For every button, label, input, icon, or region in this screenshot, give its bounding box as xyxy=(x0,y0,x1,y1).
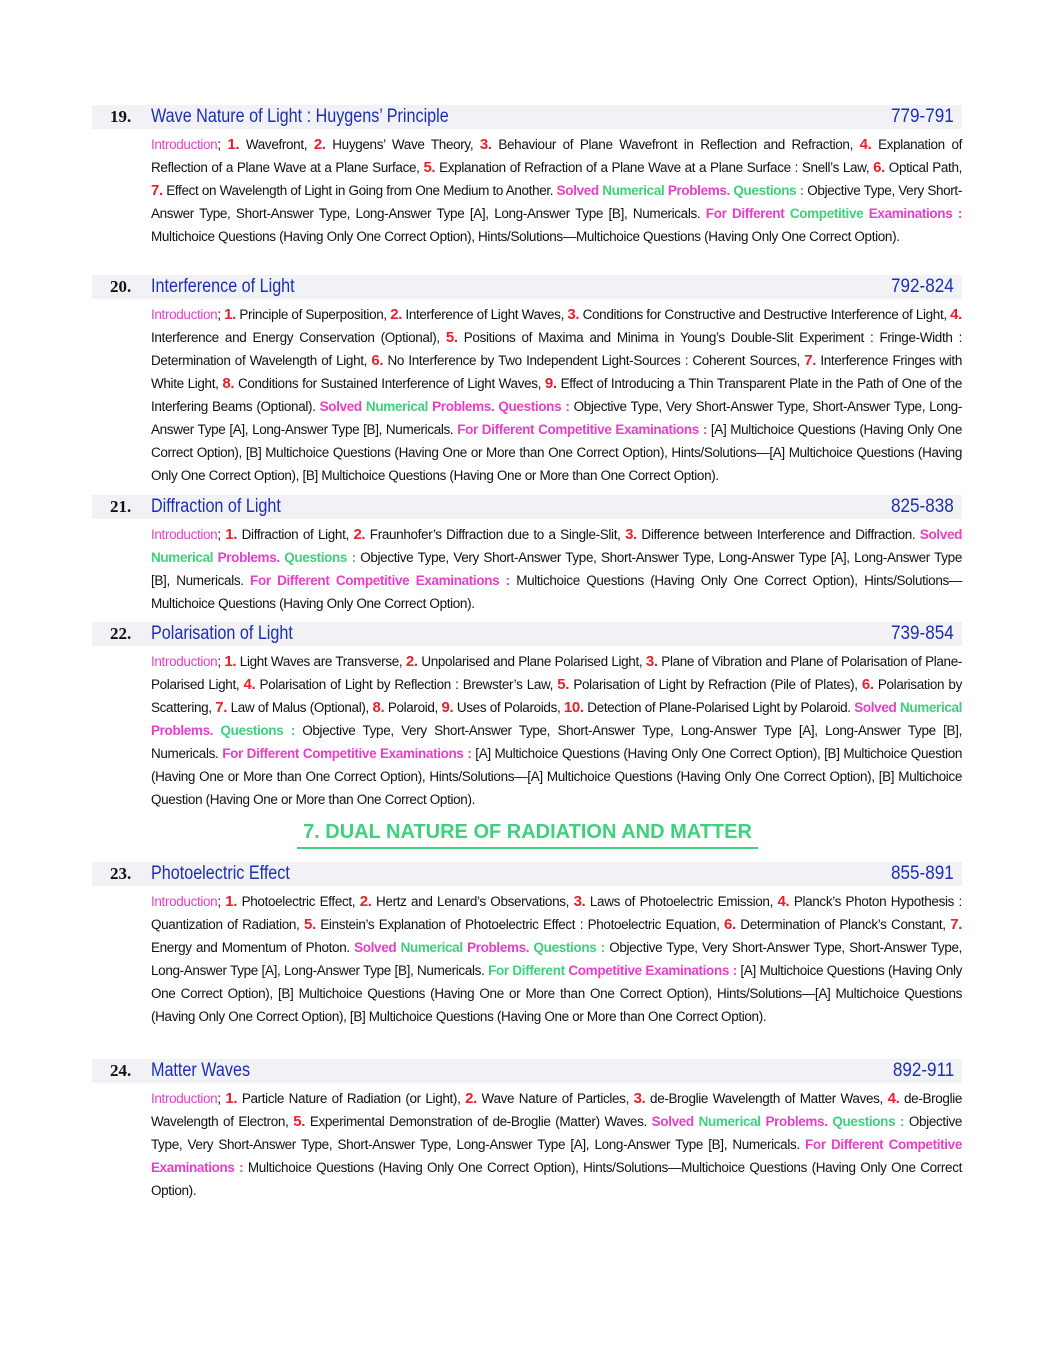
topic-number: 6. xyxy=(371,352,384,369)
chapter-24 xyxy=(92,1059,962,1202)
section-heading: 7. DUAL NATURE OF RADIATION AND MATTER xyxy=(297,819,758,849)
questions-label: Questions : xyxy=(733,183,804,198)
topic-number: 7. xyxy=(151,182,163,199)
topic-text: Einstein’s Explanation of Photoelectric Effect : Photoelectric Equation, xyxy=(320,917,720,932)
chapter-23 xyxy=(92,862,962,1028)
questions-label: Questions : xyxy=(832,1114,905,1129)
topic-number: 10. xyxy=(563,699,584,716)
competitive-label: Competitive xyxy=(335,573,410,588)
topic-number: 7. xyxy=(804,352,817,369)
chapter-title[interactable]: Interference of Light xyxy=(151,276,295,297)
problems-label: Problems. xyxy=(667,183,730,198)
examinations-text: Multichoice Questions (Having Only One Correct Option), Hints/Solutions—Multichoice Questions (Having Only One Correct Option). xyxy=(151,1160,963,1198)
chapter-19 xyxy=(92,105,962,248)
topic-text: Unpolarised and Plane Polarised Light, xyxy=(421,654,643,669)
chapter-number: 24. xyxy=(110,1061,132,1080)
questions-text: Objective Type, Very Short-Answer Type, Short-Answer Type, Long-Answer Type [A], Long-Answer Type [B], Numericals. xyxy=(151,723,962,761)
examinations-text: [A] Multichoice Questions (Having Only One Correct Option), [B] Multichoice Question (Having One or More than One Correct Option), Hints/Solutions—[A] Multichoice Questions (Having Only One Correct Option), [B] Multichoice Question (Having One or More than One Correct Option). xyxy=(151,746,963,807)
topic-number: 3. xyxy=(573,893,586,910)
examinations-text: [A] Multichoice Questions (Having Only One Correct Option), [B] Multichoice Questions (Having One or More than One Correct Option), Hints/Solutions—[A] Multichoice Questions (Having Only One Correct Option), [B] Multichoice Questions (Having One or More than One Correct Option). xyxy=(151,422,962,483)
topic-text: Plane of Vibration and Plane of Polarisation of Plane-Polarised Light, xyxy=(151,654,963,692)
topic-text: Explanation of Reflection of a Plane Wave at a Plane Surface, xyxy=(151,137,963,175)
topic-text: Determination of Planck’s Constant, xyxy=(740,917,946,932)
topic-number: 5. xyxy=(445,329,458,346)
topic-number: 2. xyxy=(390,306,403,323)
for-different-label: For Different xyxy=(705,206,785,221)
chapter-header xyxy=(92,622,962,646)
competitive-label: Competitive xyxy=(538,422,612,437)
topic-text: Conditions for Sustained Interference of Light Waves, xyxy=(237,376,542,391)
topic-text: Difference between Interference and Diffraction. xyxy=(641,527,916,542)
chapter-number: 23. xyxy=(110,864,132,883)
for-different-label: For Different xyxy=(250,573,330,588)
chapter-title[interactable]: Diffraction of Light xyxy=(151,496,281,517)
examinations-label: Examinations : xyxy=(151,1160,244,1175)
chapter-title[interactable]: Photoelectric Effect xyxy=(151,863,290,884)
chapter-header xyxy=(92,1059,962,1083)
examinations-text: Multichoice Questions (Having Only One Correct Option), Hints/Solutions—Multichoice Questions (Having Only One Correct Option). xyxy=(151,573,963,611)
for-different-label: For Different xyxy=(222,746,300,761)
topic-number: 6. xyxy=(723,916,736,933)
problems-label: Problems. xyxy=(467,940,530,955)
topic-text: Polarisation of Light by Reflection : Brewster’s Law, xyxy=(259,677,554,692)
chapter-number: 21. xyxy=(110,497,132,516)
competitive-label: Competitive xyxy=(568,963,642,978)
topic-number: 1. xyxy=(225,893,238,910)
topic-number: 6. xyxy=(873,159,885,176)
chapter-pages: 792-824 xyxy=(891,276,954,297)
examinations-label: Examinations : xyxy=(615,422,707,437)
topic-text: Interference and Energy Conservation (Optional), xyxy=(151,330,440,345)
chapter-header xyxy=(92,275,962,299)
topic-text: Polarisation of Light by Refraction (Pile of Plates), xyxy=(573,677,858,692)
numerical-label: Numerical xyxy=(698,1114,761,1129)
topic-text: Energy and Momentum of Photon. xyxy=(151,940,350,955)
topic-text: Fraunhofer’s Diffraction due to a Single-Slit, xyxy=(369,527,621,542)
introduction-label: Introduction xyxy=(151,654,218,669)
topic-number: 2. xyxy=(353,526,366,543)
questions-text: Objective Type, Very Short-Answer Type, Short-Answer Type, Long-Answer Type [A], Long-Answer Type [B], Numericals. xyxy=(151,399,962,437)
for-different-label: For Different xyxy=(457,422,535,437)
topic-number: 3. xyxy=(479,136,492,153)
chapter-20 xyxy=(92,275,962,487)
topic-text: Planck’s Photon Hypothesis : Quantization of Radiation, xyxy=(151,894,962,932)
topic-text: Huygens’ Wave Theory, xyxy=(332,137,474,152)
topic-text: Optical Path, xyxy=(888,160,963,175)
competitive-label: Competitive xyxy=(789,206,864,221)
topic-number: 1. xyxy=(224,306,236,323)
topic-text: Effect of Introducing a Thin Transparent Plate in the Path of One of the Interfering Beams (Optional). xyxy=(151,376,963,414)
topic-text: Interference Fringes with White Light, xyxy=(151,353,962,391)
topic-number: 3. xyxy=(567,306,580,323)
topic-number: 1. xyxy=(227,136,240,153)
chapter-22 xyxy=(92,622,962,811)
competitive-label: Competitive xyxy=(302,746,377,761)
introduction-label: Introduction xyxy=(151,137,218,152)
solved-label: Solved xyxy=(919,527,963,542)
competitive-label: Competitive xyxy=(888,1137,962,1152)
examinations-label: Examinations : xyxy=(868,206,963,221)
topic-number: 5. xyxy=(423,159,436,176)
chapter-contents: Introduction; 1. Wavefront, 2. Huygens’ Wave Theory, 3. Behaviour of Plane Wavefront in Reflection and Refraction, 4. Explanation of Reflection of a Plane Wave at a Plane Surface, 5. Explanation of Refraction of a Plane Wave at a Plane Surface : Snell’s Law, 6. Optical Path, 7. Effect on Wavelength of Light in Going from One Medium to Another. Solved Numerical Problems. Questions : Objective Type, Very Short-Answer Type, Short-Answer Type, Long-Answer Type [A], Long-Answer Type [B], Numericals. For Different Competitive Examinations : Multichoice Questions (Having Only One Correct Option), Hints/Solutions—Multichoice Questions (Having Only One Correct Option). xyxy=(151,136,963,244)
topic-number: 7. xyxy=(215,699,228,716)
chapter-number: 22. xyxy=(110,624,132,643)
topic-number: 4. xyxy=(777,893,790,910)
topic-text: de-Broglie Wavelength of Electron, xyxy=(151,1091,963,1129)
questions-label: Questions : xyxy=(220,723,295,738)
topic-number: 8. xyxy=(372,699,385,716)
topic-text: No Interference by Two Independent Light-Sources : Coherent Sources, xyxy=(387,353,800,368)
topic-text: de-Broglie Wavelength of Matter Waves, xyxy=(650,1091,883,1106)
topic-text: Positions of Maxima and Minima in Young’s Double-Slit Experiment : Fringe-Width : Determination of Wavelength of Light, xyxy=(151,330,962,368)
chapter-pages: 855-891 xyxy=(891,863,954,884)
examinations-text: Multichoice Questions (Having Only One Correct Option), Hints/Solutions—Multichoice Questions (Having Only One Correct Option). xyxy=(151,229,900,244)
for-different-label: For Different xyxy=(805,1137,884,1152)
topic-number: 3. xyxy=(645,653,658,670)
chapter-contents: Introduction; 1. Diffraction of Light, 2. Fraunhofer’s Diffraction due to a Single-Slit, 3. Difference between Interference and Diffraction. Solved Numerical Problems. Questions : Objective Type, Very Short-Answer Type, Short-Answer Type, Long-Answer Type [A], Long-Answer Type [B], Numericals. For Different Competitive Examinations : Multichoice Questions (Having Only One Correct Option), Hints/Solutions—Multichoice Questions (Having Only One Correct Option). xyxy=(151,526,963,611)
chapter-header xyxy=(92,105,962,129)
problems-label: Problems. xyxy=(151,723,214,738)
chapter-number: 20. xyxy=(110,277,132,296)
topic-text: Uses of Polaroids, xyxy=(456,700,561,715)
questions-text: Objective Type, Very Short-Answer Type, Short-Answer Type, Long-Answer Type [A], Long-Answer Type [B], Numericals. xyxy=(151,1114,963,1152)
chapter-pages: 825-838 xyxy=(891,496,954,517)
examinations-label: Examinations : xyxy=(645,963,737,978)
chapter-header xyxy=(92,495,962,519)
introduction-label: Introduction xyxy=(151,894,218,909)
solved-label: Solved xyxy=(854,700,897,715)
questions-label: Questions : xyxy=(284,550,356,565)
topic-text: Light Waves are Transverse, xyxy=(239,654,403,669)
topic-number: 9. xyxy=(544,375,557,392)
numerical-label: Numerical xyxy=(899,700,963,715)
topic-text: Interference of Light Waves, xyxy=(405,307,564,322)
topic-text: Diffraction of Light, xyxy=(241,527,349,542)
chapter-title[interactable]: Polarisation of Light xyxy=(151,623,293,644)
examinations-label: Examinations : xyxy=(415,573,510,588)
chapter-pages: 892-911 xyxy=(892,1060,954,1081)
topic-number: 6. xyxy=(861,676,874,693)
chapter-contents: Introduction; 1. Particle Nature of Radiation (or Light), 2. Wave Nature of Particles, 3. de-Broglie Wavelength of Matter Waves, 4. de-Broglie Wavelength of Electron, 5. Experimental Demonstration of de-Broglie (Matter) Waves. Solved Numerical Problems. Questions : Objective Type, Very Short-Answer Type, Short-Answer Type, Long-Answer Type [A], Long-Answer Type [B], Numericals. For Different Competitive Examinations : Multichoice Questions (Having Only One Correct Option), Hints/Solutions—Multichoice Questions (Having Only One Correct Option). xyxy=(151,1090,963,1198)
topic-number: 5. xyxy=(557,676,570,693)
topic-number: 2. xyxy=(359,893,372,910)
topic-number: 1. xyxy=(224,653,237,670)
introduction-label: Introduction xyxy=(151,527,218,542)
introduction-label: Introduction xyxy=(151,1091,218,1106)
for-different-label: For Different xyxy=(488,963,565,978)
topic-text: Experimental Demonstration of de-Broglie (Matter) Waves. xyxy=(309,1114,647,1129)
topic-number: 2. xyxy=(405,653,418,670)
topic-text: Polarisation by Scattering, xyxy=(151,677,962,715)
chapter-header xyxy=(92,862,962,886)
chapter-pages: 779-791 xyxy=(891,106,954,127)
topic-text: Explanation of Refraction of a Plane Wave at a Plane Surface : Snell’s Law, xyxy=(439,160,870,175)
examinations-text: [A] Multichoice Questions (Having Only One Correct Option), [B] Multichoice Questions (Having One or More than One Correct Option), Hints/Solutions—[A] Multichoice Questions (Having Only One Correct Option), [B] Multichoice Questions (Having One or More than One Correct Option). xyxy=(151,963,963,1024)
chapter-pages: 739-854 xyxy=(891,623,954,644)
solved-label: Solved xyxy=(354,940,397,955)
topic-number: 5. xyxy=(293,1113,306,1130)
topic-text: Law of Malus (Optional), xyxy=(230,700,369,715)
solved-label: Solved xyxy=(556,183,599,198)
numerical-label: Numerical xyxy=(602,183,665,198)
topic-number: 1. xyxy=(225,526,238,543)
topic-text: Conditions for Constructive and Destructive Interference of Light, xyxy=(582,307,947,322)
questions-text: Objective Type, Very Short-Answer Type, Short-Answer Type, Long-Answer Type [A], Long-Answer Type [B], Numericals. xyxy=(151,183,962,221)
solved-label: Solved xyxy=(651,1114,694,1129)
chapter-title[interactable]: Wave Nature of Light : Huygens’ Principle xyxy=(151,106,449,127)
questions-text: Objective Type, Very Short-Answer Type, Short-Answer Type, Long-Answer Type [A], Long-Answer Type [B], Numericals. xyxy=(151,940,963,978)
topic-text: Detection of Plane-Polarised Light by Polaroid. xyxy=(587,700,851,715)
questions-label: Questions : xyxy=(498,399,570,414)
topic-number: 7. xyxy=(950,916,963,933)
chapter-title[interactable]: Matter Waves xyxy=(151,1060,251,1081)
topic-text: Particle Nature of Radiation (or Light), xyxy=(241,1091,461,1106)
topic-text: Hertz and Lenard’s Observations, xyxy=(376,894,570,909)
topic-number: 2. xyxy=(313,136,326,153)
numerical-label: Numerical xyxy=(151,550,214,565)
topic-text: Wave Nature of Particles, xyxy=(481,1091,629,1106)
chapter-contents: Introduction; 1. Principle of Superposition, 2. Interference of Light Waves, 3. Conditions for Constructive and Destructive Interference of Light, 4. Interference and Energy Conservation (Optional), 5. Positions of Maxima and Minima in Young’s Double-Slit Experiment : Fringe-Width : Determination of Wavelength of Light, 6. No Interference by Two Independent Light-Sources : Coherent Sources, 7. Interference Fringes with White Light, 8. Conditions for Sustained Interference of Light Waves, 9. Effect of Introducing a Thin Transparent Plate in the Path of One of the Interfering Beams (Optional). Solved Numerical Problems. Questions : Objective Type, Very Short-Answer Type, Short-Answer Type, Long-Answer Type [A], Long-Answer Type [B], Numericals. For Different Competitive Examinations : [A] Multichoice Questions (Having Only One Correct Option), [B] Multichoice Questions (Having One or More than One Correct Option), Hints/Solutions—[A] Multichoice Questions (Having Only One Correct Option), [B] Multichoice Questions (Having One or More than One Correct Option). xyxy=(151,306,963,483)
topic-number: 3. xyxy=(633,1090,646,1107)
topic-number: 4. xyxy=(243,676,256,693)
topic-number: 1. xyxy=(225,1090,238,1107)
examinations-label: Examinations : xyxy=(380,746,472,761)
topic-text: Laws of Photoelectric Emission, xyxy=(589,894,773,909)
topic-text: Wavefront, xyxy=(245,137,308,152)
introduction-label: Introduction xyxy=(151,307,218,322)
topic-number: 9. xyxy=(441,699,454,716)
chapter-contents: Introduction; 1. Light Waves are Transverse, 2. Unpolarised and Plane Polarised Light, 3. Plane of Vibration and Plane of Polarisation of Plane-Polarised Light, 4. Polarisation of Light by Reflection : Brewster’s Law, 5. Polarisation of Light by Refraction (Pile of Plates), 6. Polarisation by Scattering, 7. Law of Malus (Optional), 8. Polaroid, 9. Uses of Polaroids, 10. Detection of Plane-Polarised Light by Polaroid. Solved Numerical Problems. Questions : Objective Type, Very Short-Answer Type, Short-Answer Type, Long-Answer Type [A], Long-Answer Type [B], Numericals. For Different Competitive Examinations : [A] Multichoice Questions (Having Only One Correct Option), [B] Multichoice Question (Having One or More than One Correct Option), Hints/Solutions—[A] Multichoice Questions (Having Only One Correct Option), [B] Multichoice Question (Having One or More than One Correct Option). xyxy=(151,653,963,807)
topic-number: 4. xyxy=(887,1090,900,1107)
topic-number: 5. xyxy=(303,916,316,933)
chapter-number: 19. xyxy=(110,107,132,126)
topic-number: 8. xyxy=(222,375,235,392)
questions-text: Objective Type, Very Short-Answer Type, Short-Answer Type, Long-Answer Type [A], Long-Answer Type [B], Numericals. xyxy=(151,550,962,588)
topic-text: Behaviour of Plane Wavefront in Reflection and Refraction, xyxy=(498,137,853,152)
numerical-label: Numerical xyxy=(365,399,429,414)
questions-label: Questions : xyxy=(533,940,605,955)
topic-text: Effect on Wavelength of Light in Going from One Medium to Another. xyxy=(166,183,554,198)
chapter-contents: Introduction; 1. Photoelectric Effect, 2. Hertz and Lenard’s Observations, 3. Laws of Photoelectric Emission, 4. Planck’s Photon Hypothesis : Quantization of Radiation, 5. Einstein’s Explanation of Photoelectric Effect : Photoelectric Equation, 6. Determination of Planck’s Constant, 7. Energy and Momentum of Photon. Solved Numerical Problems. Questions : Objective Type, Very Short-Answer Type, Short-Answer Type, Long-Answer Type [A], Long-Answer Type [B], Numericals. For Different Competitive Examinations : [A] Multichoice Questions (Having Only One Correct Option), [B] Multichoice Questions (Having One or More than One Correct Option), Hints/Solutions—[A] Multichoice Questions (Having Only One Correct Option), [B] Multichoice Questions (Having One or More than One Correct Option). xyxy=(151,893,963,1024)
numerical-label: Numerical xyxy=(400,940,463,955)
topic-text: Principle of Superposition, xyxy=(239,307,387,322)
topic-number: 2. xyxy=(465,1090,477,1107)
topic-number: 4. xyxy=(859,136,872,153)
topic-number: 3. xyxy=(625,526,637,543)
topic-text: Photoelectric Effect, xyxy=(241,894,356,909)
chapter-21 xyxy=(92,495,962,615)
topic-number: 4. xyxy=(950,306,962,323)
problems-label: Problems. xyxy=(765,1114,828,1129)
topic-text: Polaroid, xyxy=(387,700,438,715)
problems-label: Problems. xyxy=(217,550,280,565)
problems-label: Problems. xyxy=(432,399,495,414)
solved-label: Solved xyxy=(319,399,362,414)
